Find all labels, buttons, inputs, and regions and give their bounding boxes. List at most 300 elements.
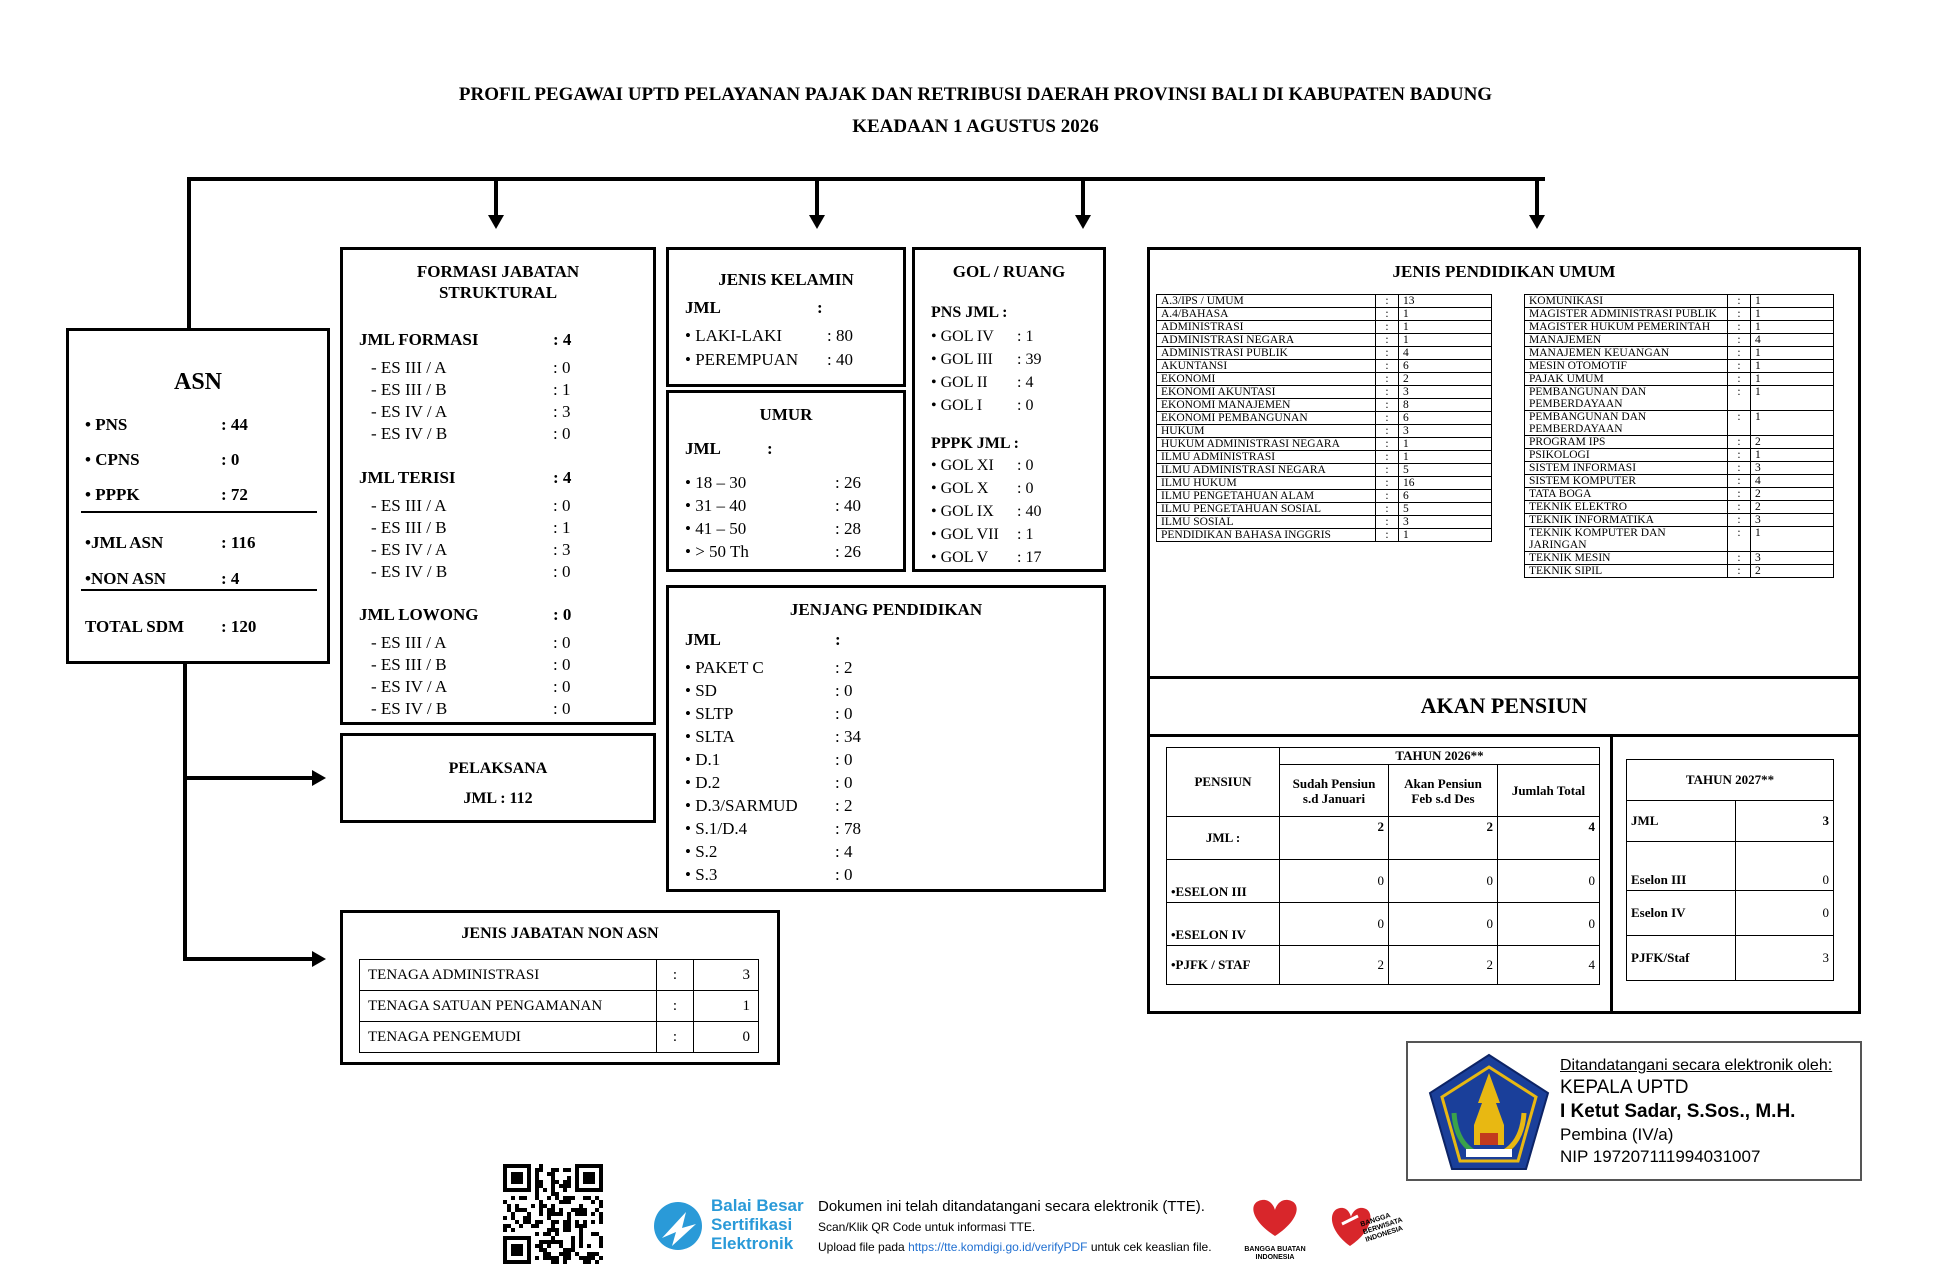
edu-colon: : — [1376, 308, 1399, 321]
gender-value: : 80 — [827, 326, 853, 345]
asn-value: : 4 — [221, 569, 240, 588]
edu-name: MANAJEMEN KEUANGAN — [1525, 347, 1728, 360]
qr-module — [511, 1212, 515, 1216]
jenjang-label: • D.1 — [685, 750, 721, 769]
arrow-right-icon — [312, 951, 326, 967]
gol-value: : 17 — [1017, 549, 1042, 566]
formasi-group-title: JML FORMASI — [359, 330, 479, 349]
table-row — [1167, 946, 1600, 985]
qr-module — [551, 1228, 555, 1232]
pensiun-value: 2 — [1389, 817, 1498, 860]
edu-value: 1 — [1399, 334, 1492, 347]
pensiun-2027-label: PJFK/Staf — [1627, 936, 1736, 981]
table-row — [1525, 360, 1834, 373]
qr-module — [503, 1216, 507, 1220]
table-row — [1157, 334, 1492, 347]
qr-module — [563, 1260, 567, 1264]
edu-value: 8 — [1399, 399, 1492, 412]
jml-label: JML — [685, 630, 721, 649]
asn-label: • PPPK — [85, 485, 140, 504]
qr-module — [591, 1200, 595, 1204]
edu-name: KOMUNIKASI — [1525, 295, 1728, 308]
qr-module — [567, 1176, 571, 1180]
qr-module — [515, 1220, 519, 1224]
qr-module — [587, 1252, 591, 1256]
jenjang-label: • D.3/SARMUD — [685, 796, 798, 815]
edu-name: TEKNIK SIPIL — [1525, 565, 1728, 578]
asn-box — [66, 328, 330, 664]
gol-label: • GOL V — [931, 549, 989, 566]
table-row — [1525, 347, 1834, 360]
qr-module — [583, 1220, 587, 1224]
edu-colon: : — [1728, 514, 1751, 527]
table-row — [1525, 552, 1834, 565]
edu-colon: : — [1376, 451, 1399, 464]
table-row — [1157, 516, 1492, 529]
qr-module — [579, 1240, 583, 1244]
edu-colon: : — [1376, 360, 1399, 373]
formasi-group-title: JML LOWONG — [359, 605, 479, 624]
signature-nip: NIP 197207111994031007 — [1560, 1147, 1761, 1166]
table-row — [1525, 514, 1834, 527]
asn-total-value: : 120 — [221, 617, 257, 636]
qr-module — [567, 1220, 571, 1224]
connector-drop-4 — [1535, 177, 1539, 217]
qr-module — [567, 1180, 571, 1184]
qr-module — [535, 1244, 539, 1248]
edu-name: ILMU PENGETAHUAN ALAM — [1157, 490, 1376, 503]
qr-module — [599, 1212, 603, 1216]
qr-module — [551, 1224, 555, 1228]
qr-module — [503, 1200, 507, 1204]
verify-link[interactable]: https://tte.komdigi.go.id/verifyPDF — [908, 1240, 1088, 1254]
edu-name: MAGISTER ADMINISTRASI PUBLIK — [1525, 308, 1728, 321]
gol-label: • GOL X — [931, 480, 989, 497]
gol-value: : 0 — [1017, 397, 1034, 414]
gol-value: : 0 — [1017, 457, 1034, 474]
qr-module — [551, 1240, 555, 1244]
col-jumlah: Jumlah Total — [1498, 765, 1600, 817]
qr-module — [571, 1248, 575, 1252]
pensiun-value: 0 — [1498, 860, 1600, 903]
qr-module — [595, 1252, 599, 1256]
qr-module — [551, 1204, 555, 1208]
edu-value: 13 — [1399, 295, 1492, 308]
qr-module — [555, 1168, 559, 1172]
edu-colon: : — [1728, 386, 1751, 411]
qr-module — [559, 1212, 563, 1216]
formasi-jabatan-box — [340, 247, 656, 725]
edu-value: 1 — [1751, 373, 1834, 386]
formasi-item-label: - ES III / A — [371, 633, 447, 652]
qr-module — [575, 1220, 579, 1224]
qr-module — [579, 1224, 583, 1228]
qr-module — [539, 1248, 543, 1252]
age-value: : 26 — [835, 473, 861, 492]
qr-module — [563, 1168, 567, 1172]
bangga-berwisata-text: BANGGA BERWISATA INDONESIA — [1359, 1212, 1404, 1244]
pppk-title: PPPK JML : — [931, 435, 1019, 452]
qr-module — [539, 1168, 543, 1172]
formasi-item-value: : 0 — [553, 699, 571, 718]
qr-module — [599, 1236, 603, 1240]
qr-module — [539, 1200, 543, 1204]
edu-colon: : — [1376, 529, 1399, 542]
qr-module — [567, 1212, 571, 1216]
qr-module — [571, 1244, 575, 1248]
edu-colon: : — [1376, 503, 1399, 516]
formasi-item-label: - ES IV / A — [371, 540, 448, 559]
formasi-item-value: : 1 — [553, 380, 571, 399]
qr-module — [539, 1204, 543, 1208]
qr-module — [543, 1256, 547, 1260]
table-row — [1157, 477, 1492, 490]
edu-name: HUKUM ADMINISTRASI NEGARA — [1157, 438, 1376, 451]
table-row — [1157, 425, 1492, 438]
jml-label: JML — [685, 439, 721, 458]
qr-module — [543, 1188, 547, 1192]
connector-asn-down — [183, 662, 187, 960]
qr-module — [563, 1220, 567, 1224]
asn-heading: ASN — [173, 369, 222, 395]
qr-module — [563, 1248, 567, 1252]
edu-colon: : — [1376, 490, 1399, 503]
table-row — [1157, 360, 1492, 373]
non-asn-table — [359, 959, 759, 1053]
qr-module — [551, 1256, 555, 1260]
qr-module — [527, 1212, 531, 1216]
qr-module — [579, 1236, 583, 1240]
edu-value: 6 — [1399, 360, 1492, 373]
edu-value: 1 — [1751, 527, 1834, 552]
jml-colon: : — [817, 298, 823, 317]
edu-value: 2 — [1751, 436, 1834, 449]
qr-module — [551, 1184, 555, 1188]
signature-line1: Ditandatangani secara elektronik oleh: — [1560, 1057, 1833, 1074]
edu-name: ADMINISTRASI NEGARA — [1157, 334, 1376, 347]
edu-name: SISTEM KOMPUTER — [1525, 475, 1728, 488]
qr-module — [535, 1168, 539, 1172]
jenjang-value: : 0 — [835, 681, 853, 700]
table-row — [1627, 801, 1834, 842]
edu-name: ILMU ADMINISTRASI NEGARA — [1157, 464, 1376, 477]
asn-divider — [81, 589, 317, 591]
qr-module — [539, 1164, 543, 1168]
qr-module — [567, 1248, 571, 1252]
edu-value: 3 — [1399, 386, 1492, 399]
table-row — [1157, 451, 1492, 464]
asn-label: •NON ASN — [85, 569, 167, 588]
edu-name: ADMINISTRASI — [1157, 321, 1376, 334]
qr-module — [511, 1244, 523, 1256]
qr-module — [535, 1176, 539, 1180]
pensiun-row-label: JML : — [1167, 817, 1280, 860]
formasi-item-value: : 0 — [553, 424, 571, 443]
asn-value: : 44 — [221, 415, 248, 434]
table-row — [1525, 386, 1834, 411]
pensiun-value: 2 — [1389, 946, 1498, 985]
table-row — [1157, 490, 1492, 503]
qr-module — [511, 1196, 515, 1200]
pensiun-row-label: •ESELON III — [1167, 860, 1280, 903]
edu-colon: : — [1376, 334, 1399, 347]
table-row — [1525, 475, 1834, 488]
qr-module — [535, 1180, 539, 1184]
table-row — [1157, 321, 1492, 334]
pensiun-2027-value: 3 — [1736, 936, 1834, 981]
qr-module — [547, 1228, 551, 1232]
edu-colon: : — [1728, 334, 1751, 347]
formasi-item-value: : 3 — [553, 540, 571, 559]
jenjang-value: : 2 — [835, 796, 853, 815]
formasi-heading: FORMASI JABATAN — [416, 262, 580, 281]
gender-label: • PEREMPUAN — [685, 350, 799, 369]
footer-upload-text — [818, 1240, 1212, 1254]
edu-colon: : — [1728, 527, 1751, 552]
pensiun-value: 2 — [1280, 946, 1389, 985]
edu-colon: : — [1376, 425, 1399, 438]
qr-module — [567, 1200, 571, 1204]
table-row — [1157, 347, 1492, 360]
qr-module — [571, 1196, 575, 1200]
col-sudah: Sudah Pensiun s.d Januari — [1280, 765, 1389, 817]
qr-module — [567, 1196, 571, 1200]
formasi-item-label: - ES IV / B — [371, 424, 448, 443]
gol-value: : 39 — [1017, 351, 1042, 368]
non-asn-box — [340, 910, 780, 1065]
pelaksana-value: JML : 112 — [463, 790, 533, 807]
qr-module — [507, 1208, 511, 1212]
qr-module — [555, 1232, 559, 1236]
formasi-heading: STRUKTURAL — [438, 283, 558, 302]
qr-module — [507, 1224, 511, 1228]
pensiun-2027-value: 0 — [1736, 842, 1834, 891]
table-row — [360, 1022, 759, 1053]
bsre-line: Balai Besar — [711, 1196, 804, 1215]
bsre-text — [711, 1196, 804, 1253]
pensiun-2026-table — [1166, 747, 1600, 985]
edu-value: 1 — [1399, 308, 1492, 321]
qr-module — [583, 1212, 587, 1216]
qr-module — [535, 1184, 539, 1188]
gol-label: • GOL IX — [931, 503, 994, 520]
table-row — [1167, 817, 1600, 860]
qr-module — [591, 1256, 595, 1260]
jenjang-value: : 4 — [835, 842, 853, 861]
age-value: : 40 — [835, 496, 861, 515]
umur-heading: UMUR — [759, 405, 813, 424]
non-asn-colon: : — [657, 1022, 694, 1053]
qr-module — [551, 1188, 555, 1192]
qr-module — [567, 1224, 571, 1228]
edu-colon: : — [1376, 373, 1399, 386]
edu-name: PROGRAM IPS — [1525, 436, 1728, 449]
connector-left — [187, 177, 191, 328]
edu-value: 3 — [1751, 462, 1834, 475]
qr-module — [503, 1228, 507, 1232]
qr-module — [555, 1180, 559, 1184]
table-row — [1157, 529, 1492, 542]
pensiun-value: 0 — [1280, 903, 1389, 946]
edu-name: HUKUM — [1157, 425, 1376, 438]
jml-colon: : — [767, 439, 773, 458]
edu-name: EKONOMI AKUNTASI — [1157, 386, 1376, 399]
edu-colon: : — [1728, 373, 1751, 386]
asn-label: • CPNS — [85, 450, 140, 469]
asn-label: • PNS — [85, 415, 128, 434]
table-row — [1525, 334, 1834, 347]
non-asn-label: TENAGA SATUAN PENGAMANAN — [360, 991, 657, 1022]
edu-name: ILMU HUKUM — [1157, 477, 1376, 490]
jenjang-value: : 0 — [835, 865, 853, 884]
formasi-item-value: : 0 — [553, 358, 571, 377]
edu-name: PEMBANGUNAN DAN PEMBERDAYAAN — [1525, 411, 1728, 436]
edu-name: EKONOMI MANAJEMEN — [1157, 399, 1376, 412]
signature-position: KEPALA UPTD — [1560, 1077, 1689, 1098]
asn-value: : 0 — [221, 450, 240, 469]
age-label: • 41 – 50 — [685, 519, 747, 538]
formasi-item-value: : 1 — [553, 518, 571, 537]
pensiun-value: 4 — [1498, 817, 1600, 860]
table-row — [1525, 373, 1834, 386]
pensiun-value: 4 — [1498, 946, 1600, 985]
edu-value: 1 — [1399, 529, 1492, 542]
qr-module — [599, 1220, 603, 1224]
table-row — [1157, 308, 1492, 321]
jenis-kelamin-box — [666, 247, 906, 387]
edu-value: 6 — [1399, 490, 1492, 503]
edu-colon: : — [1728, 347, 1751, 360]
qr-module — [579, 1228, 583, 1232]
edu-name: EKONOMI PEMBANGUNAN — [1157, 412, 1376, 425]
qr-module — [559, 1184, 563, 1188]
qr-module — [543, 1204, 547, 1208]
asn-divider — [81, 511, 317, 513]
qr-module — [539, 1244, 543, 1248]
qr-module — [599, 1204, 603, 1208]
qr-module — [515, 1204, 519, 1208]
edu-colon: : — [1728, 488, 1751, 501]
qr-module — [523, 1196, 527, 1200]
edu-value: 2 — [1751, 501, 1834, 514]
qr-module — [551, 1172, 555, 1176]
qr-module — [547, 1244, 551, 1248]
edu-colon: : — [1376, 347, 1399, 360]
edu-value: 1 — [1751, 308, 1834, 321]
edu-name: TEKNIK INFORMATIKA — [1525, 514, 1728, 527]
qr-module — [543, 1252, 547, 1256]
jenjang-value: : 0 — [835, 750, 853, 769]
arrow-down-icon — [488, 215, 504, 229]
table-row — [1627, 760, 1834, 801]
formasi-item-value: : 0 — [553, 677, 571, 696]
footer-upload-prefix: Upload file pada — [818, 1240, 909, 1254]
edu-name: TEKNIK ELEKTRO — [1525, 501, 1728, 514]
edu-value: 1 — [1399, 451, 1492, 464]
edu-name: TATA BOGA — [1525, 488, 1728, 501]
table-row — [1627, 891, 1834, 936]
age-label: • 31 – 40 — [685, 496, 747, 515]
gol-value: : 40 — [1017, 503, 1042, 520]
qr-module — [591, 1220, 595, 1224]
edu-colon: : — [1376, 412, 1399, 425]
edu-colon: : — [1376, 386, 1399, 399]
edu-name: AKUNTANSI — [1157, 360, 1376, 373]
edu-name: MANAJEMEN — [1525, 334, 1728, 347]
edu-colon: : — [1728, 565, 1751, 578]
qr-module — [511, 1228, 515, 1232]
qr-module — [511, 1216, 515, 1220]
gol-label: • GOL I — [931, 397, 983, 414]
qr-module — [535, 1224, 539, 1228]
qr-module — [543, 1248, 547, 1252]
qr-module — [555, 1256, 559, 1260]
qr-module — [583, 1196, 587, 1200]
qr-module — [555, 1240, 559, 1244]
gol-label: • GOL VII — [931, 526, 999, 543]
qr-module — [575, 1212, 579, 1216]
formasi-item-value: : 0 — [553, 496, 571, 515]
edu-colon: : — [1728, 475, 1751, 488]
edu-colon: : — [1376, 464, 1399, 477]
jenjang-heading: JENJANG PENDIDIKAN — [789, 600, 983, 619]
pensiun-value: 0 — [1280, 860, 1389, 903]
page-title: PROFIL PEGAWAI UPTD PELAYANAN PAJAK DAN RETRIBUSI DAERAH PROVINSI BALI DI KABUPATEN BADUNG — [458, 84, 1493, 105]
edu-colon: : — [1376, 477, 1399, 490]
edu-value: 1 — [1751, 347, 1834, 360]
table-row — [1525, 411, 1834, 436]
qr-module — [547, 1240, 551, 1244]
bangga-buatan-indonesia-logo-icon — [1240, 1190, 1310, 1252]
gender-label: • LAKI-LAKI — [685, 326, 783, 345]
formasi-item-label: - ES IV / A — [371, 402, 448, 421]
qr-module — [527, 1216, 531, 1220]
edu-value: 1 — [1399, 321, 1492, 334]
asn-total-label: TOTAL SDM — [85, 617, 185, 636]
gol-label: • GOL III — [931, 351, 993, 368]
table-row — [1525, 501, 1834, 514]
qr-module — [599, 1216, 603, 1220]
qr-module — [507, 1204, 511, 1208]
qr-module — [583, 1256, 587, 1260]
pelaksana-box — [340, 733, 656, 823]
edu-colon: : — [1376, 438, 1399, 451]
umur-box — [666, 390, 906, 572]
edu-colon: : — [1728, 411, 1751, 436]
qr-module — [503, 1224, 507, 1228]
jenjang-value: : 0 — [835, 704, 853, 723]
edu-colon: : — [1376, 295, 1399, 308]
age-value: : 28 — [835, 519, 861, 538]
jenis-pendidikan-umum-box — [1147, 247, 1861, 679]
formasi-item-label: - ES IV / B — [371, 562, 448, 581]
gol-value: : 1 — [1017, 328, 1034, 345]
formasi-item-label: - ES III / A — [371, 358, 447, 377]
qr-module — [555, 1220, 559, 1224]
age-value: : 26 — [835, 542, 861, 561]
table-row — [1627, 842, 1834, 891]
table-row — [1525, 565, 1834, 578]
pensiun-value: 0 — [1389, 903, 1498, 946]
qr-module — [567, 1184, 571, 1188]
qr-module — [599, 1244, 603, 1248]
edu-value: 16 — [1399, 477, 1492, 490]
edu-name: MAGISTER HUKUM PEMERINTAH — [1525, 321, 1728, 334]
qr-module — [547, 1208, 551, 1212]
jml-label: JML — [685, 298, 721, 317]
pensiun-2027-label: Eselon III — [1627, 842, 1736, 891]
qr-module — [559, 1200, 563, 1204]
